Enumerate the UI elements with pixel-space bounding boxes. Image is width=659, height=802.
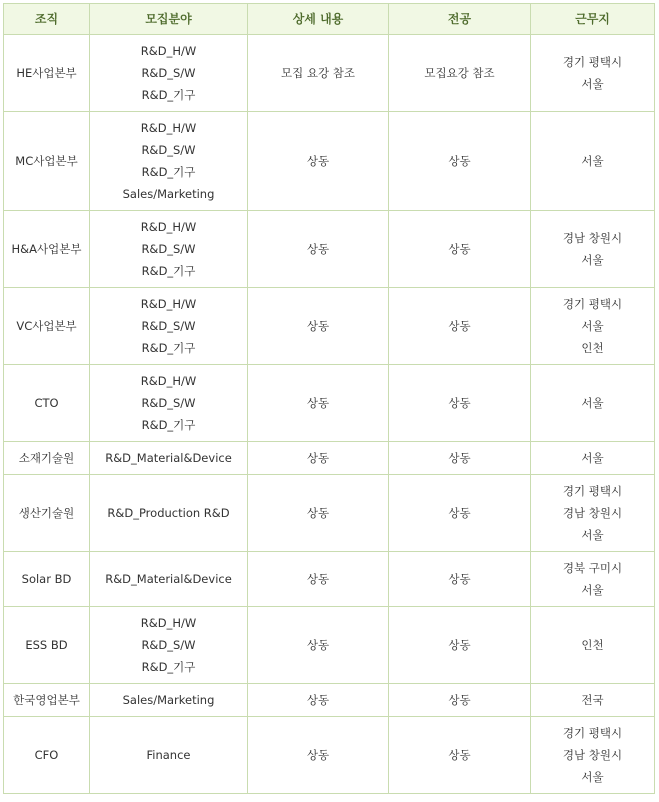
location-line: 경기 평택시 [562, 726, 623, 740]
org-cell: 생산기술원 [4, 475, 90, 552]
major-cell: 상동 [389, 112, 531, 211]
major-cell: 상동 [389, 684, 531, 717]
table-row [4, 684, 655, 717]
major-cell: 상동 [389, 288, 531, 365]
detail-cell: 상동 [248, 684, 389, 717]
field-cell [90, 112, 248, 211]
detail-cell: 상동 [248, 365, 389, 442]
field-line: R&D_H/W [140, 616, 197, 630]
detail-cell: 모집 요강 참조 [248, 35, 389, 112]
org-cell: HE사업본부 [4, 35, 90, 112]
org-cell: VC사업본부 [4, 288, 90, 365]
org-cell: H&A사업본부 [4, 211, 90, 288]
major-cell: 모집요강 참조 [389, 35, 531, 112]
field-cell [90, 607, 248, 684]
field-line: R&D_H/W [140, 374, 197, 388]
field-line: R&D_Material&Device [105, 572, 232, 586]
table-body [4, 35, 655, 794]
header-org: 조직 [4, 4, 90, 35]
location-line: 경기 평택시 [562, 297, 623, 311]
location-line: 경남 창원시 [562, 231, 623, 245]
location-cell [531, 552, 655, 607]
field-line: R&D_기구 [141, 341, 196, 355]
field-line: R&D_S/W [141, 143, 196, 157]
field-cell [90, 35, 248, 112]
table-row [4, 211, 655, 288]
major-cell: 상동 [389, 717, 531, 794]
field-cell [90, 717, 248, 794]
header-detail: 상세 내용 [248, 4, 389, 35]
location-cell [531, 288, 655, 365]
header-field: 모집분야 [90, 4, 248, 35]
header-major: 전공 [389, 4, 531, 35]
location-line: 경남 창원시 [562, 748, 623, 762]
location-line: 서울 [581, 319, 604, 333]
major-cell: 상동 [389, 475, 531, 552]
org-cell: 소재기술원 [4, 442, 90, 475]
table-row [4, 552, 655, 607]
location-line: 경기 평택시 [562, 484, 623, 498]
location-cell [531, 112, 655, 211]
table-row [4, 607, 655, 684]
field-line: R&D_S/W [141, 319, 196, 333]
field-line: Sales/Marketing [122, 187, 215, 201]
location-cell [531, 475, 655, 552]
location-line: 서울 [581, 770, 604, 784]
field-line: R&D_S/W [141, 66, 196, 80]
table-row [4, 717, 655, 794]
table-row [4, 35, 655, 112]
field-line: R&D_기구 [141, 264, 196, 278]
location-cell [531, 365, 655, 442]
field-line: R&D_Production R&D [107, 506, 230, 520]
field-line: R&D_S/W [141, 242, 196, 256]
location-line: 경기 평택시 [562, 55, 623, 69]
header-location: 근무지 [531, 4, 655, 35]
detail-cell: 상동 [248, 442, 389, 475]
org-cell: CFO [4, 717, 90, 794]
location-line: 서울 [581, 528, 604, 542]
field-cell [90, 442, 248, 475]
field-line: R&D_Material&Device [105, 451, 232, 465]
location-cell [531, 717, 655, 794]
location-line: 인천 [581, 638, 604, 652]
field-cell [90, 552, 248, 607]
field-line: R&D_기구 [141, 165, 196, 179]
field-line: R&D_S/W [141, 638, 196, 652]
major-cell: 상동 [389, 365, 531, 442]
location-line: 서울 [581, 396, 604, 410]
location-cell [531, 35, 655, 112]
detail-cell: 상동 [248, 112, 389, 211]
location-line: 경북 구미시 [562, 561, 623, 575]
location-line: 서울 [581, 77, 604, 91]
table-row [4, 442, 655, 475]
org-cell: CTO [4, 365, 90, 442]
major-cell: 상동 [389, 442, 531, 475]
org-cell: ESS BD [4, 607, 90, 684]
field-cell [90, 288, 248, 365]
detail-cell: 상동 [248, 717, 389, 794]
field-line: R&D_H/W [140, 220, 197, 234]
detail-cell: 상동 [248, 288, 389, 365]
location-line: 서울 [581, 154, 604, 168]
field-line: Finance [146, 748, 191, 762]
table-row [4, 288, 655, 365]
location-cell [531, 684, 655, 717]
table-row [4, 365, 655, 442]
major-cell: 상동 [389, 211, 531, 288]
field-cell [90, 365, 248, 442]
location-line: 전국 [581, 693, 604, 707]
major-cell: 상동 [389, 552, 531, 607]
field-cell [90, 684, 248, 717]
field-line: R&D_H/W [140, 121, 197, 135]
location-line: 인천 [581, 341, 604, 355]
table-row [4, 475, 655, 552]
location-line: 서울 [581, 583, 604, 597]
recruitment-table [3, 3, 655, 794]
field-line: R&D_H/W [140, 44, 197, 58]
org-cell: MC사업본부 [4, 112, 90, 211]
header-row [4, 4, 655, 35]
location-line: 경남 창원시 [562, 506, 623, 520]
detail-cell: 상동 [248, 552, 389, 607]
location-cell [531, 607, 655, 684]
org-cell: Solar BD [4, 552, 90, 607]
field-line: R&D_기구 [141, 88, 196, 102]
field-line: Sales/Marketing [122, 693, 215, 707]
table-row [4, 112, 655, 211]
location-line: 서울 [581, 451, 604, 465]
detail-cell: 상동 [248, 211, 389, 288]
location-line: 서울 [581, 253, 604, 267]
field-cell [90, 475, 248, 552]
field-line: R&D_기구 [141, 660, 196, 674]
field-line: R&D_S/W [141, 396, 196, 410]
field-cell [90, 211, 248, 288]
org-cell: 한국영업본부 [4, 684, 90, 717]
location-cell [531, 211, 655, 288]
major-cell: 상동 [389, 607, 531, 684]
field-line: R&D_H/W [140, 297, 197, 311]
field-line: R&D_기구 [141, 418, 196, 432]
detail-cell: 상동 [248, 475, 389, 552]
detail-cell: 상동 [248, 607, 389, 684]
location-cell [531, 442, 655, 475]
